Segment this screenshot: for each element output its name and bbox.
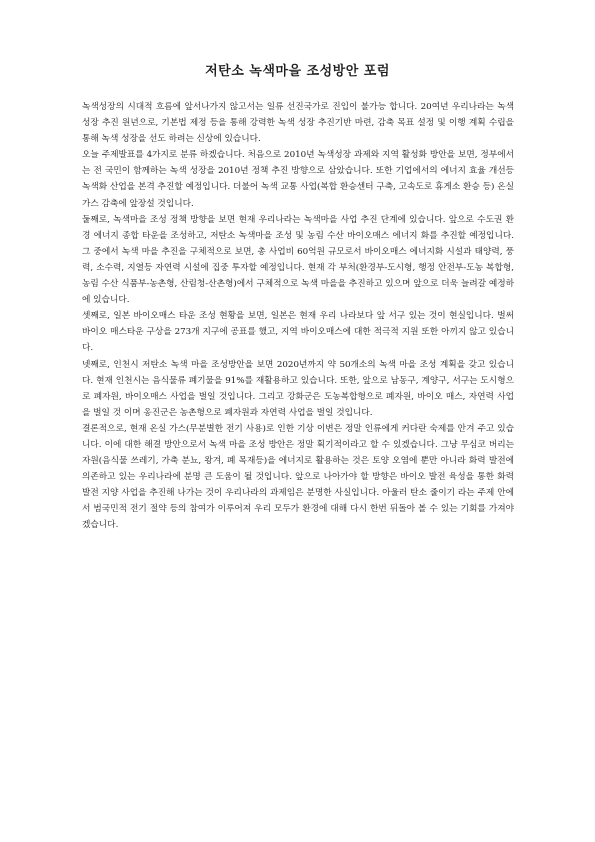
document-body bbox=[82, 99, 514, 534]
document-title: 저탄소 녹색마을 조성방안 포럼 bbox=[205, 64, 390, 79]
paragraph-conclusion: 결론적으로, 현재 온실 가스(무분별한 전기 사용)로 인한 기상 이변은 정말 인류에게 커다란 숙제를 안겨 주고 있습니다. 이에 대한 해결 방안으로서 녹색 마을 조성 방안은 정말 획기적이라고 할 수 있겠습니다. 그냥 무심코 버리는 자원(음식물 쓰레기, 가축 분뇨, 왕겨, 폐 목재등)을 에너지로 활용하는 것은 토양 오염에 뿐만 아니라 화력 발전에 의존하고 있는 우리나라에 분명 큰 도움이 될 것입니다. 앞으로 나아가야 할 방향은 바이오 발전 육성을 통한 화력 발전 지양 사업을 추진해 나가는 것이 우리나라의 과제임은 분명한 사실입니다. 아울러 탄소 줄이기 라는 주제 안에서 범국민적 전기 절약 등의 참여가 이루어져 우리 모두가 환경에 대해 다시 한번 뒤돌아 볼 수 있는 기회를 가져야겠습니다. bbox=[82, 423, 514, 531]
paragraph-first-topic: 오늘 주제발표를 4가지로 분류 하겠습니다. 처음으로 2010년 녹색성장 과제와 지역 활성화 방안을 보면, 정부에서는 전 국민이 함께하는 녹색 성장을 2010년 정책 추진 방향으로 삼았습니다. 또한 기업에서의 에너지 효율 개선등 녹색화 산업을 본격 추진할 예정입니다. 더불어 녹색 교통 사업(복합 환승센터 구축, 고속도로 휴게소 환승 등) 온실 가스 감축에 앞장설 것입니다. bbox=[82, 150, 514, 209]
paragraph-intro: 녹색성장의 시대적 흐름에 앞서나가지 않고서는 일류 선진국가로 진입이 불가능 합니다. 20여년 우리나라는 녹색 성장 추진 원년으로, 기본법 제정 등을 통해 강력한 녹색 성장 추진기반 마련, 감축 목표 설정 및 이행 계획 수립을 통해 녹색 성장을 선도 하려는 신상에 있습니다. bbox=[82, 102, 514, 145]
paragraph-fourth-topic: 넷째로, 인천시 저탄소 녹색 마을 조성방안을 보면 2020년까지 약 50개소의 녹색 마을 조성 계획을 갖고 있습니다. 현재 인천시는 음식물류 폐기물을 91%를 재활용하고 있습니다. 또한, 앞으로 남동구, 계양구, 서구는 도시형으로 폐자원, 바이오매스 사업을 벌일 것입니다. 그리고 강화군은 도농복합형으로 폐자원, 바이오 매스, 자연력 사업을 벌일 것 이며 옹진군은 농촌형으로 폐자원과 자연력 사업을 벌일 것입니다. bbox=[82, 359, 514, 418]
paragraph-third-topic: 셋째로, 일본 바이오매스 타운 조성 현황을 보면, 일본은 현재 우리 나라보다 앞 서구 있는 것이 현실입니다. 벌써 바이오 매스타운 구상을 273개 지구에 공표를 했고, 지역 바이오매스에 대한 적극적 지원 또한 아끼지 않고 있습니다. bbox=[82, 311, 514, 354]
paragraph-second-topic: 둘째로, 녹색마을 조성 정책 방향을 보면 현재 우리나라는 녹색마을 사업 추진 단계에 있습니다. 앞으로 수도권 환경 에너지 종합 타운을 조성하고, 저탄소 녹색마을 조성 및 농림 수산 바이오매스 에너지 화를 추진할 예정입니다. 그 중에서 녹색 마을 추진을 구체적으로 보면, 총 사업비 60억원 규모로서 바이오매스 에너지화 시설과 태양력, 풍력, 소수력, 지열등 자연력 시설에 집중 투자할 예정입니다. 현재 각 부처(환경부-도시형, 행정 안전부-도농 복합형, 농림 수산 식품부-농촌형, 산림청-산촌형)에서 구체적으로 녹색 마을을 추진하고 있으며 앞으로 더욱 늘려갈 예정하에 있습니다. bbox=[82, 214, 514, 306]
